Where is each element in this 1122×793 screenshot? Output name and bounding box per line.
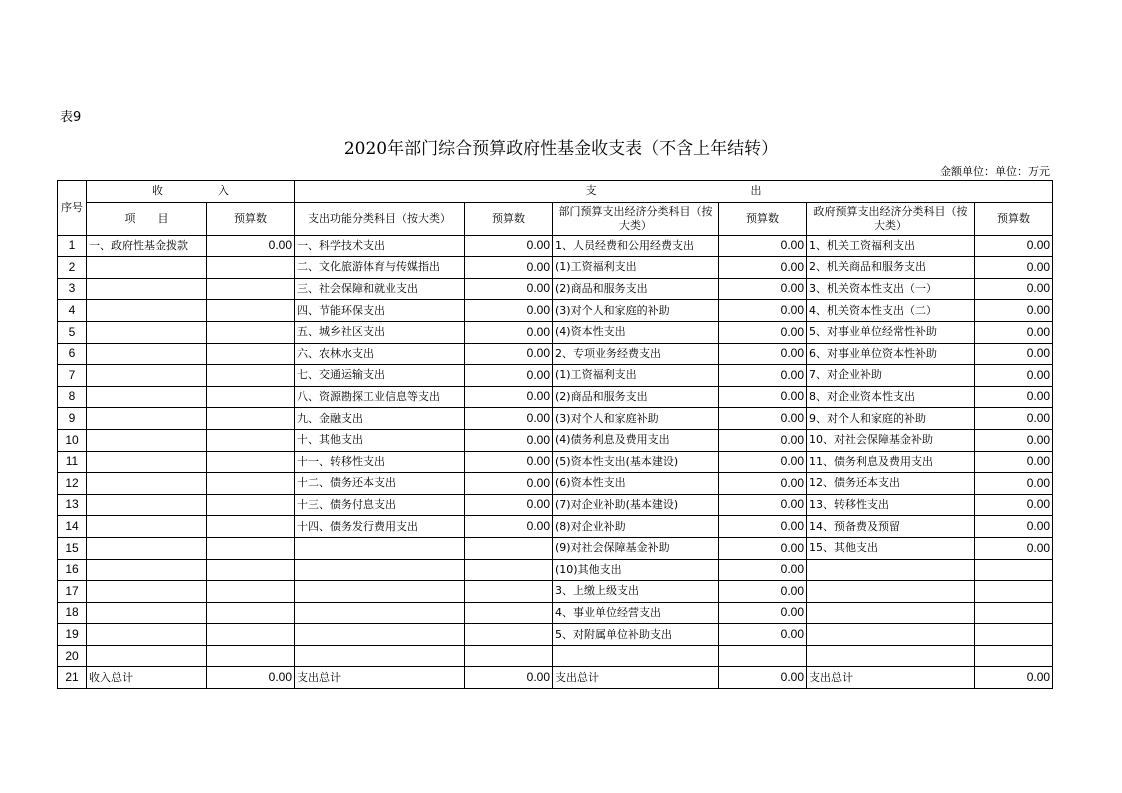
income-item: [87, 494, 207, 516]
dept-econ-item: (4)债务利息及费用支出: [553, 429, 719, 451]
gov-econ-budget: 0.00: [975, 429, 1053, 451]
func-class-item: 四、节能环保支出: [295, 300, 465, 322]
func-class-budget: 0.00: [465, 300, 553, 322]
gov-econ-budget: 0.00: [975, 494, 1053, 516]
table-row: [58, 429, 1053, 451]
func-class-budget: 0.00: [465, 278, 553, 300]
income-item: [87, 408, 207, 430]
func-class-item: [295, 645, 465, 667]
table-label: 表9: [60, 110, 82, 125]
dept-econ-item: (9)对社会保障基金补助: [553, 537, 719, 559]
dept-econ-budget: 0.00: [719, 300, 807, 322]
gov-econ-budget: 0.00: [975, 300, 1053, 322]
dept-econ-budget: 0.00: [719, 429, 807, 451]
income-budget: [207, 516, 295, 538]
table-row: [58, 473, 1053, 495]
gov-econ-item: 13、转移性支出: [807, 494, 975, 516]
dept-econ-item: (7)对企业补助(基本建设): [553, 494, 719, 516]
dept-econ-budget: 0.00: [719, 559, 807, 581]
dept-econ-budget: 0.00: [719, 257, 807, 279]
dept-econ-budget: 0.00: [719, 581, 807, 603]
gov-econ-budget: [975, 559, 1053, 581]
func-class-budget: 0.00: [465, 408, 553, 430]
income-budget: [207, 386, 295, 408]
dept-econ-item: 2、专项业务经费支出: [553, 343, 719, 365]
income-budget: [207, 343, 295, 365]
func-class-budget: 0.00: [465, 235, 553, 257]
table-row: [58, 559, 1053, 581]
func-class-item: 十一、转移性支出: [295, 451, 465, 473]
header-gov-econ-class: 政府预算支出经济分类科目（按大类）: [807, 202, 975, 235]
func-class-budget: 0.00: [465, 321, 553, 343]
gov-econ-item: [807, 559, 975, 581]
dept-econ-budget: 0.00: [719, 624, 807, 646]
gov-econ-budget: 0.00: [975, 408, 1053, 430]
gov-econ-item: 支出总计: [807, 667, 975, 689]
unit-note: 金额单位：单位：万元: [940, 165, 1050, 178]
gov-econ-item: 5、对事业单位经常性补助: [807, 321, 975, 343]
gov-econ-item: 12、债务还本支出: [807, 473, 975, 495]
dept-econ-item: (5)资本性支出(基本建设): [553, 451, 719, 473]
row-index: 4: [58, 300, 87, 322]
func-class-item: [295, 602, 465, 624]
gov-econ-item: 11、债务利息及费用支出: [807, 451, 975, 473]
income-item: [87, 559, 207, 581]
gov-econ-item: 4、机关资本性支出（二）: [807, 300, 975, 322]
gov-econ-item: [807, 602, 975, 624]
income-item: [87, 365, 207, 387]
func-class-budget: 0.00: [465, 429, 553, 451]
dept-econ-budget: 0.00: [719, 343, 807, 365]
income-item: 一、政府性基金拨款: [87, 235, 207, 257]
table-row: [58, 537, 1053, 559]
gov-econ-budget: 0.00: [975, 321, 1053, 343]
table-row: [58, 278, 1053, 300]
gov-econ-budget: 0.00: [975, 343, 1053, 365]
table-row: [58, 343, 1053, 365]
income-item: [87, 386, 207, 408]
row-index: 9: [58, 408, 87, 430]
dept-econ-budget: 0.00: [719, 451, 807, 473]
func-class-budget: 0.00: [465, 473, 553, 495]
table-row: [58, 300, 1053, 322]
func-class-item: 支出总计: [295, 667, 465, 689]
header-func-class: 支出功能分类科目（按大类）: [295, 202, 465, 235]
header-budget-income: 预算数: [207, 202, 295, 235]
gov-econ-item: 14、预备费及预留: [807, 516, 975, 538]
func-class-budget: [465, 559, 553, 581]
row-index: 13: [58, 494, 87, 516]
dept-econ-item: (8)对企业补助: [553, 516, 719, 538]
gov-econ-budget: [975, 602, 1053, 624]
income-item: [87, 321, 207, 343]
gov-econ-budget: 0.00: [975, 235, 1053, 257]
row-index: 16: [58, 559, 87, 581]
income-budget: [207, 624, 295, 646]
gov-econ-item: 2、机关商品和服务支出: [807, 257, 975, 279]
dept-econ-item: (10)其他支出: [553, 559, 719, 581]
table-row: [58, 494, 1053, 516]
gov-econ-budget: 0.00: [975, 667, 1053, 689]
row-index: 6: [58, 343, 87, 365]
dept-econ-budget: 0.00: [719, 602, 807, 624]
gov-econ-budget: [975, 581, 1053, 603]
income-item: [87, 624, 207, 646]
dept-econ-item: (6)资本性支出: [553, 473, 719, 495]
gov-econ-budget: 0.00: [975, 386, 1053, 408]
gov-econ-item: 7、对企业补助: [807, 365, 975, 387]
func-class-budget: [465, 624, 553, 646]
gov-econ-budget: 0.00: [975, 473, 1053, 495]
gov-econ-budget: [975, 645, 1053, 667]
row-index: 5: [58, 321, 87, 343]
func-class-budget: [465, 602, 553, 624]
header-budget-func: 预算数: [465, 202, 553, 235]
header-dept-econ-class: 部门预算支出经济分类科目（按大类）: [553, 202, 719, 235]
header-item: 项 目: [87, 202, 207, 235]
dept-econ-item: (4)资本性支出: [553, 321, 719, 343]
dept-econ-budget: [719, 645, 807, 667]
table-row: [58, 602, 1053, 624]
func-class-item: 十三、债务付息支出: [295, 494, 465, 516]
income-item: [87, 429, 207, 451]
income-item: [87, 581, 207, 603]
table-row: [58, 408, 1053, 430]
row-index: 3: [58, 278, 87, 300]
func-class-item: [295, 537, 465, 559]
gov-econ-budget: 0.00: [975, 365, 1053, 387]
header-budget-gov: 预算数: [975, 202, 1053, 235]
table-row: [58, 581, 1053, 603]
header-expense: 支 出: [295, 181, 1053, 203]
table-row: [58, 667, 1053, 689]
func-class-item: 十二、债务还本支出: [295, 473, 465, 495]
income-item: [87, 645, 207, 667]
dept-econ-budget: 0.00: [719, 386, 807, 408]
dept-econ-budget: 0.00: [719, 365, 807, 387]
dept-econ-budget: 0.00: [719, 494, 807, 516]
gov-econ-budget: 0.00: [975, 537, 1053, 559]
func-class-budget: 0.00: [465, 365, 553, 387]
row-index: 20: [58, 645, 87, 667]
gov-econ-item: 1、机关工资福利支出: [807, 235, 975, 257]
income-item: [87, 343, 207, 365]
income-budget: [207, 429, 295, 451]
income-budget: [207, 473, 295, 495]
page-title: 2020年部门综合预算政府性基金收支表（不含上年结转）: [343, 139, 779, 159]
gov-econ-item: 6、对事业单位资本性补助: [807, 343, 975, 365]
dept-econ-item: 5、对附属单位补助支出: [553, 624, 719, 646]
dept-econ-item: 支出总计: [553, 667, 719, 689]
gov-econ-budget: 0.00: [975, 451, 1053, 473]
table-row: [58, 235, 1053, 257]
income-item: [87, 602, 207, 624]
table-row: [58, 321, 1053, 343]
row-index: 14: [58, 516, 87, 538]
table-row: [58, 516, 1053, 538]
header-budget-dept: 预算数: [719, 202, 807, 235]
func-class-item: 十四、债务发行费用支出: [295, 516, 465, 538]
dept-econ-budget: 0.00: [719, 278, 807, 300]
income-item: [87, 473, 207, 495]
func-class-budget: [465, 581, 553, 603]
dept-econ-item: 3、上缴上级支出: [553, 581, 719, 603]
table-row: [58, 365, 1053, 387]
dept-econ-budget: 0.00: [719, 516, 807, 538]
func-class-item: [295, 581, 465, 603]
gov-econ-item: 8、对企业资本性支出: [807, 386, 975, 408]
dept-econ-item: 1、人员经费和公用经费支出: [553, 235, 719, 257]
dept-econ-budget: 0.00: [719, 321, 807, 343]
income-item: [87, 278, 207, 300]
func-class-item: 八、资源勘探工业信息等支出: [295, 386, 465, 408]
row-index: 17: [58, 581, 87, 603]
dept-econ-item: (1)工资福利支出: [553, 365, 719, 387]
income-budget: 0.00: [207, 667, 295, 689]
func-class-item: 五、城乡社区支出: [295, 321, 465, 343]
income-budget: [207, 321, 295, 343]
header-row-1: [58, 181, 1053, 203]
income-item: [87, 537, 207, 559]
row-index: 10: [58, 429, 87, 451]
row-index: 2: [58, 257, 87, 279]
func-class-item: [295, 624, 465, 646]
income-item: 收入总计: [87, 667, 207, 689]
dept-econ-item: (3)对个人和家庭补助: [553, 408, 719, 430]
func-class-item: [295, 559, 465, 581]
row-index: 21: [58, 667, 87, 689]
income-budget: [207, 257, 295, 279]
income-item: [87, 451, 207, 473]
row-index: 7: [58, 365, 87, 387]
header-seq: 序号: [58, 181, 87, 236]
func-class-item: 六、农林水支出: [295, 343, 465, 365]
func-class-item: 九、金融支出: [295, 408, 465, 430]
income-budget: [207, 300, 295, 322]
income-budget: [207, 494, 295, 516]
func-class-item: 三、社会保障和就业支出: [295, 278, 465, 300]
gov-econ-item: [807, 645, 975, 667]
func-class-item: 二、文化旅游体育与传媒指出: [295, 257, 465, 279]
budget-table: [57, 180, 1053, 689]
dept-econ-item: (2)商品和服务支出: [553, 278, 719, 300]
func-class-budget: 0.00: [465, 343, 553, 365]
func-class-budget: 0.00: [465, 494, 553, 516]
income-item: [87, 300, 207, 322]
func-class-budget: [465, 537, 553, 559]
income-budget: [207, 602, 295, 624]
func-class-budget: 0.00: [465, 667, 553, 689]
income-budget: [207, 537, 295, 559]
dept-econ-item: (1)工资福利支出: [553, 257, 719, 279]
dept-econ-item: [553, 645, 719, 667]
income-budget: [207, 559, 295, 581]
gov-econ-item: 10、对社会保障基金补助: [807, 429, 975, 451]
func-class-budget: 0.00: [465, 451, 553, 473]
func-class-budget: 0.00: [465, 257, 553, 279]
table-row: [58, 386, 1053, 408]
dept-econ-item: 4、事业单位经营支出: [553, 602, 719, 624]
gov-econ-budget: [975, 624, 1053, 646]
row-index: 8: [58, 386, 87, 408]
header-income: 收 入: [87, 181, 295, 203]
func-class-item: 十、其他支出: [295, 429, 465, 451]
row-index: 18: [58, 602, 87, 624]
gov-econ-item: 15、其他支出: [807, 537, 975, 559]
row-index: 11: [58, 451, 87, 473]
income-budget: [207, 645, 295, 667]
gov-econ-budget: 0.00: [975, 257, 1053, 279]
dept-econ-budget: 0.00: [719, 473, 807, 495]
gov-econ-item: 3、机关资本性支出（一）: [807, 278, 975, 300]
income-item: [87, 516, 207, 538]
func-class-budget: 0.00: [465, 386, 553, 408]
row-index: 12: [58, 473, 87, 495]
income-budget: [207, 451, 295, 473]
gov-econ-item: [807, 581, 975, 603]
func-class-budget: [465, 645, 553, 667]
dept-econ-budget: 0.00: [719, 537, 807, 559]
income-budget: [207, 365, 295, 387]
header-row-2: [58, 202, 1053, 235]
dept-econ-budget: 0.00: [719, 667, 807, 689]
table-row: [58, 624, 1053, 646]
income-budget: [207, 581, 295, 603]
row-index: 1: [58, 235, 87, 257]
func-class-budget: 0.00: [465, 516, 553, 538]
income-item: [87, 257, 207, 279]
dept-econ-budget: 0.00: [719, 235, 807, 257]
income-budget: [207, 278, 295, 300]
table-row: [58, 645, 1053, 667]
table-row: [58, 451, 1053, 473]
func-class-item: 七、交通运输支出: [295, 365, 465, 387]
dept-econ-item: (2)商品和服务支出: [553, 386, 719, 408]
func-class-item: 一、科学技术支出: [295, 235, 465, 257]
row-index: 19: [58, 624, 87, 646]
income-budget: [207, 408, 295, 430]
gov-econ-item: 9、对个人和家庭的补助: [807, 408, 975, 430]
gov-econ-budget: 0.00: [975, 278, 1053, 300]
gov-econ-budget: 0.00: [975, 516, 1053, 538]
income-budget: 0.00: [207, 235, 295, 257]
gov-econ-item: [807, 624, 975, 646]
dept-econ-budget: 0.00: [719, 408, 807, 430]
table-row: [58, 257, 1053, 279]
dept-econ-item: (3)对个人和家庭的补助: [553, 300, 719, 322]
row-index: 15: [58, 537, 87, 559]
